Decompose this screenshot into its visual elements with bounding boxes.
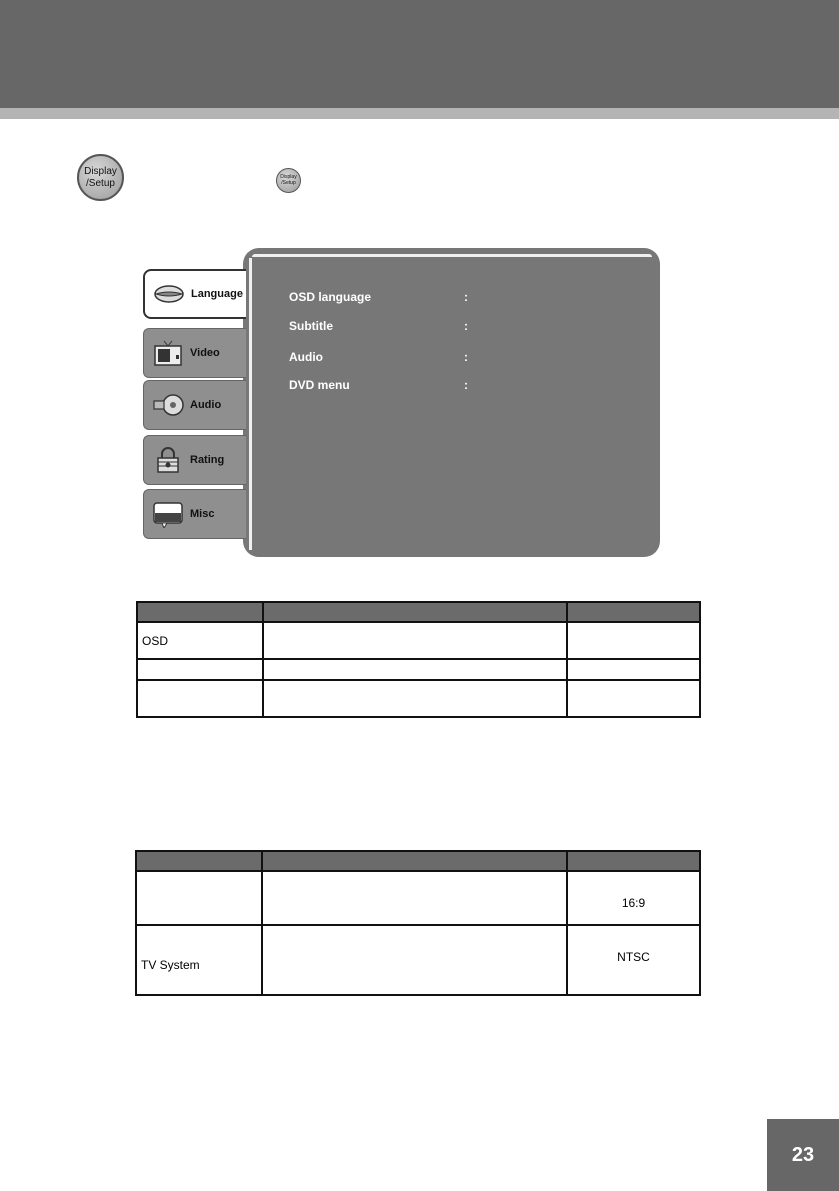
video-settings-table [135,850,701,996]
table-row [137,659,700,680]
osd-panel-border-left [249,258,252,550]
table-cell [137,659,263,680]
osd-item-colon: : [464,290,468,304]
table-header-cell [567,602,700,622]
osd-item-osd-language[interactable]: OSD language [289,290,372,304]
osd-panel-border-top [252,254,652,257]
table-cell: TV System [136,925,262,995]
tab-audio-label: Audio [190,399,222,411]
table-row [137,680,700,717]
header-stripe [0,108,839,119]
table-header-row [136,851,700,871]
lock-icon [152,446,184,474]
tab-misc-label: Misc [190,508,215,520]
speaker-disc-icon [152,391,184,419]
display-setup-small-line2: /Setup [281,179,296,186]
table-cell [263,622,567,659]
table-header-cell [136,851,262,871]
table-row [137,622,700,659]
tv-icon [152,339,184,367]
lips-icon [153,280,185,308]
tab-audio[interactable] [143,380,246,430]
table-cell [262,925,567,995]
table-cell: NTSC [567,925,700,995]
tab-video[interactable] [143,328,246,378]
osd-item-audio[interactable]: Audio [289,350,323,364]
tab-misc[interactable] [143,489,246,539]
table-header-cell [137,602,263,622]
display-setup-small-line1: Display [280,173,297,180]
tab-rating-label: Rating [190,454,225,466]
table-cell [262,871,567,925]
display-setup-button-small[interactable] [276,168,301,193]
tab-language-label: Language [191,288,243,300]
osd-item-dvd-menu[interactable]: DVD menu [289,378,350,392]
language-settings-table [136,601,701,718]
tab-video-label: Video [190,347,220,359]
table-header-cell [567,851,700,871]
table-row [136,925,700,995]
table-header-row [137,602,700,622]
display-setup-label-line2: /Setup [86,177,115,189]
display-setup-label-line1: Display [84,166,117,177]
table-cell [567,659,700,680]
table-cell [136,871,262,925]
table-cell: 16:9 [567,871,700,925]
table-cell [567,622,700,659]
page-number: 23 [767,1119,839,1191]
table-cell [137,680,263,717]
table-row [136,871,700,925]
table-cell [567,680,700,717]
table-cell: OSD [137,622,263,659]
tab-language[interactable] [143,269,246,319]
table-header-cell [263,602,567,622]
table-header-cell [262,851,567,871]
speech-bubble-icon [152,500,184,528]
tab-rating[interactable] [143,435,246,485]
header-band [0,0,839,108]
osd-item-colon: : [464,319,468,333]
osd-item-colon: : [464,350,468,364]
osd-item-colon: : [464,378,468,392]
table-cell [263,659,567,680]
table-cell [263,680,567,717]
osd-item-subtitle[interactable]: Subtitle [289,319,333,333]
display-setup-button[interactable] [77,154,124,201]
